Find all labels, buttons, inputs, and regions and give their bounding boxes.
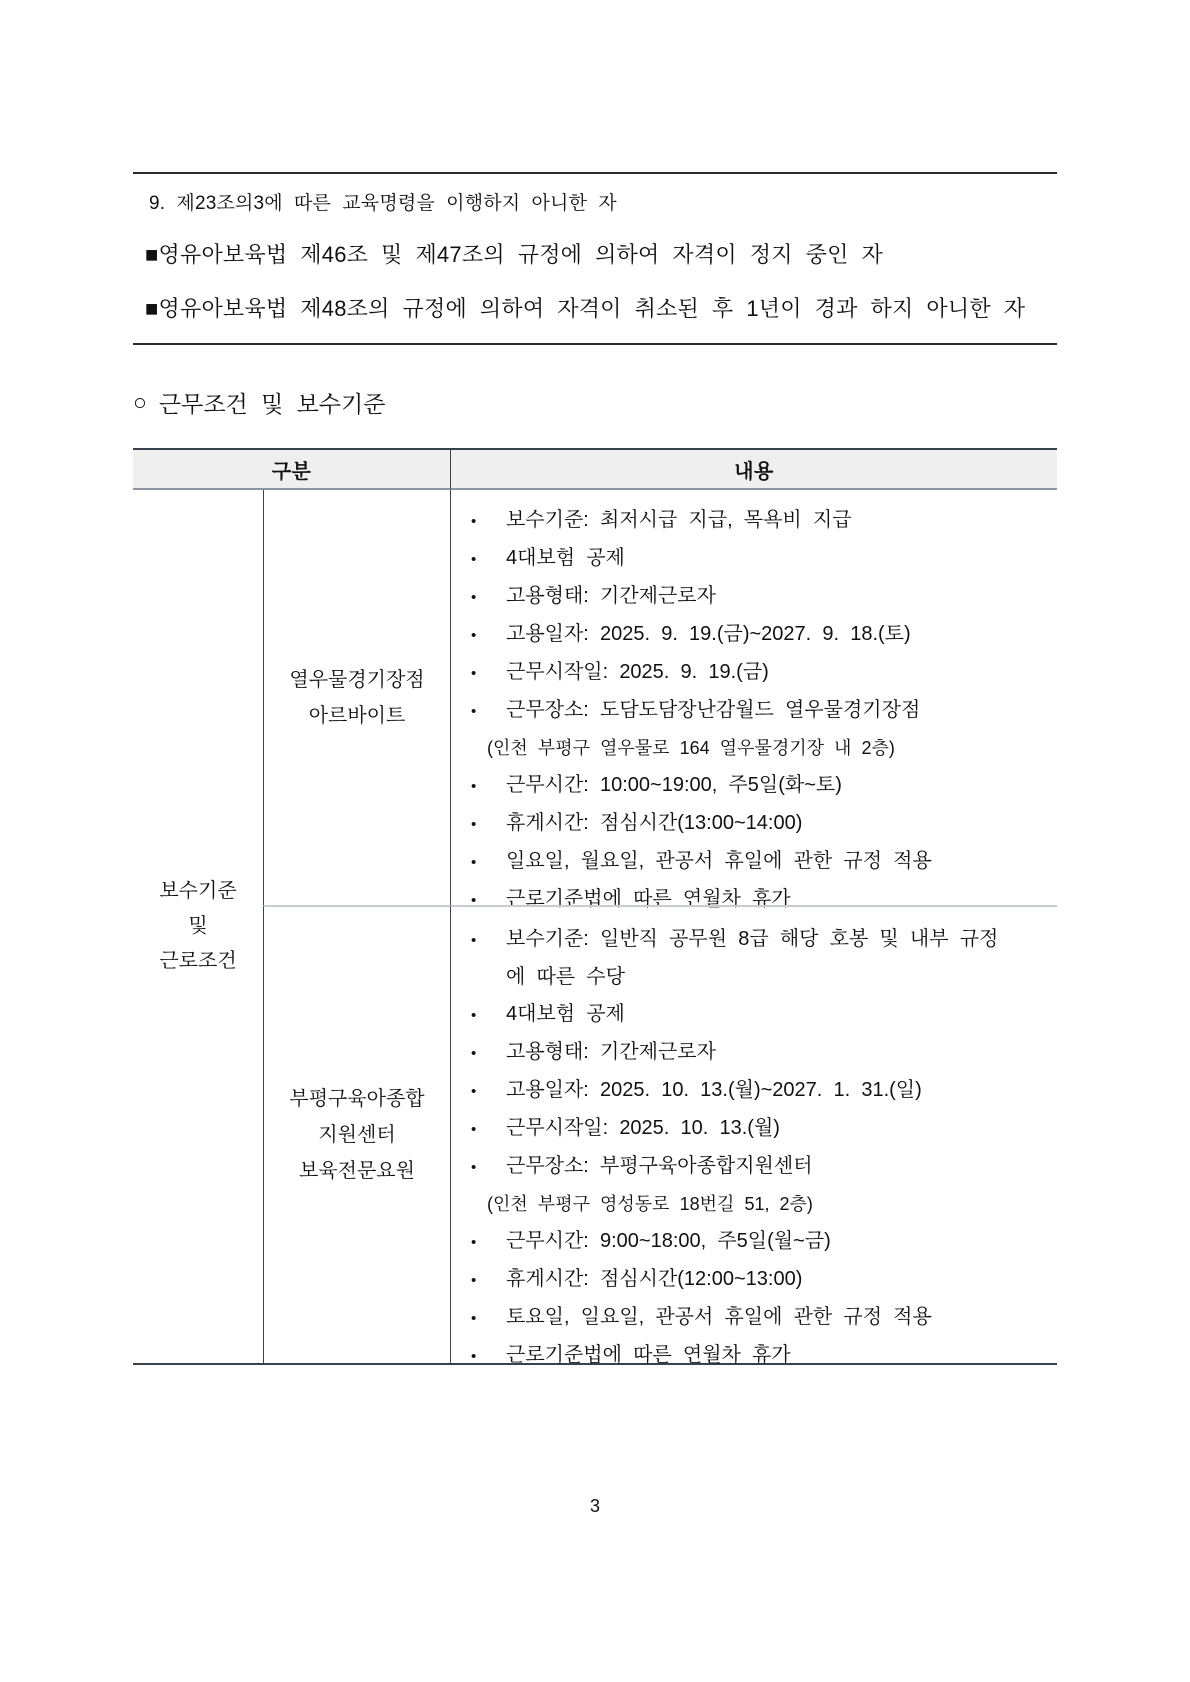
row-label-line: 열우물경기장점 <box>289 668 425 691</box>
bullet-line <box>451 1110 1057 1148</box>
bullet-line <box>451 959 1057 996</box>
bullet-line <box>451 1186 1057 1223</box>
bullet-icon: • <box>471 1159 477 1176</box>
bullet-text: 토요일, 일요일, 관공서 휴일에 관한 규정 적용 <box>506 1306 932 1328</box>
bullet-line <box>451 540 1057 578</box>
bullet-icon: • <box>471 1348 477 1365</box>
row-label-childcare-center <box>263 905 450 1363</box>
row-group-label <box>133 490 263 1363</box>
bullet-text: 근로기준법에 따른 연월차 휴가 <box>506 1344 791 1366</box>
row-label-stadium-parttime <box>263 490 450 905</box>
bullet-line <box>451 1034 1057 1072</box>
bullet-icon: • <box>471 627 477 644</box>
circle-bullet-icon: ○ <box>133 389 147 415</box>
row-group-label-line: 및 <box>188 915 208 937</box>
bullet-line <box>451 1223 1057 1261</box>
bullet-line <box>451 767 1057 805</box>
bullet-text: 보수기준: 최저시급 지급, 목욕비 지급 <box>506 509 852 531</box>
bullet-icon: • <box>471 1272 477 1289</box>
bullet-icon: • <box>471 665 477 682</box>
bullet-text: 근무시작일: 2025. 9. 19.(금) <box>506 661 769 683</box>
bullet-icon: • <box>471 1310 477 1327</box>
bullet-text: 근무장소: 부평구육아종합지원센터 <box>506 1155 813 1177</box>
bullet-text: 휴게시간: 점심시간(12:00~13:00) <box>506 1268 803 1290</box>
bullet-line <box>451 1337 1057 1375</box>
bullet-text: 근무시간: 9:00~18:00, 주5일(월~금) <box>506 1230 831 1252</box>
bullet-line <box>451 996 1057 1034</box>
bullet-line <box>451 1148 1057 1186</box>
bullet-text: 4대보험 공제 <box>506 1003 625 1025</box>
bullet-text: 근로기준법에 따른 연월차 휴가 <box>506 888 791 910</box>
section-heading-text: 근무조건 및 보수기준 <box>158 391 386 417</box>
table-header-gubun: 구분 <box>133 448 450 490</box>
row-label-line: 아르바이트 <box>308 704 406 727</box>
bullet-line <box>451 730 1057 767</box>
bullet-line <box>451 1299 1057 1337</box>
bullet-line <box>451 805 1057 843</box>
bullet-line <box>451 654 1057 692</box>
bullet-icon: • <box>471 854 477 871</box>
bullet-icon: • <box>471 932 477 949</box>
bullet-icon: • <box>471 1234 477 1251</box>
bullet-icon: • <box>471 1121 477 1138</box>
row-label-line: 보육전문요원 <box>299 1160 415 1182</box>
page-number: 3 <box>589 1496 600 1516</box>
bullet-line <box>451 578 1057 616</box>
row-content-childcare-center <box>450 905 1057 1366</box>
bullet-icon: • <box>471 589 477 606</box>
bullet-line <box>451 692 1057 730</box>
bullet-line <box>451 616 1057 654</box>
bullet-icon: • <box>471 703 477 720</box>
bullet-text: 근무장소: 도담도담장난감월드 열우물경기장점 <box>506 699 921 721</box>
bullet-line <box>451 1261 1057 1299</box>
notice-line: ■영유아보육법 제46조 및 제47조의 규정에 의하여 자격이 정지 중인 자 <box>145 242 883 267</box>
bullet-text: 고용형태: 기간제근로자 <box>506 585 716 607</box>
bullet-text: 일요일, 월요일, 관공서 휴일에 관한 규정 적용 <box>506 850 932 872</box>
bullet-icon: • <box>471 513 477 530</box>
bullet-icon: • <box>471 551 477 568</box>
notice-block <box>133 172 1057 345</box>
notice-line: 9. 제23조의3에 따른 교육명령을 이행하지 아니한 자 <box>149 193 617 214</box>
bullet-text: 근무시작일: 2025. 10. 13.(월) <box>506 1117 780 1139</box>
row-group-label-line: 보수기준 <box>159 880 237 902</box>
bullet-icon: • <box>471 1007 477 1024</box>
bullet-text: 근무시간: 10:00~19:00, 주5일(화~토) <box>506 774 842 796</box>
bullet-text: 보수기준: 일반직 공무원 8급 해당 호봉 및 내부 규정 <box>506 928 999 950</box>
bullet-icon: • <box>471 816 477 833</box>
bullet-line <box>451 502 1057 540</box>
bullet-text: 에 따른 수당 <box>506 966 625 988</box>
section-heading <box>133 386 1057 419</box>
bullet-text: 고용형태: 기간제근로자 <box>506 1041 716 1063</box>
bullet-line <box>451 1072 1057 1110</box>
working-conditions-table <box>133 448 1057 1365</box>
bullet-icon: • <box>471 1083 477 1100</box>
bullet-text: (인천 부평구 열우물로 164 열우물경기장 내 2층) <box>487 738 895 758</box>
row-group-label-line: 근로조건 <box>159 950 237 972</box>
bullet-icon: • <box>471 778 477 795</box>
bullet-text: 4대보험 공제 <box>506 547 625 569</box>
bullet-line <box>451 843 1057 881</box>
notice-line: ■영유아보육법 제48조의 규정에 의하여 자격이 취소된 후 1년이 경과 하지 아니한 자 <box>145 296 1026 321</box>
bullet-text: 휴게시간: 점심시간(13:00~14:00) <box>506 812 803 834</box>
bullet-line <box>451 921 1057 959</box>
row-content-stadium-parttime <box>450 490 1057 910</box>
bullet-icon: • <box>471 892 477 909</box>
row-label-line: 부평구육아종합 <box>289 1088 425 1110</box>
bullet-text: (인천 부평구 영성동로 18번길 51, 2층) <box>487 1194 813 1214</box>
bullet-icon: • <box>471 1045 477 1062</box>
table-header-naeyong: 내용 <box>450 448 1057 490</box>
bullet-text: 고용일자: 2025. 10. 13.(월)~2027. 1. 31.(일) <box>506 1079 922 1101</box>
bullet-text: 고용일자: 2025. 9. 19.(금)~2027. 9. 18.(토) <box>506 623 911 645</box>
row-label-line: 지원센터 <box>318 1124 396 1146</box>
